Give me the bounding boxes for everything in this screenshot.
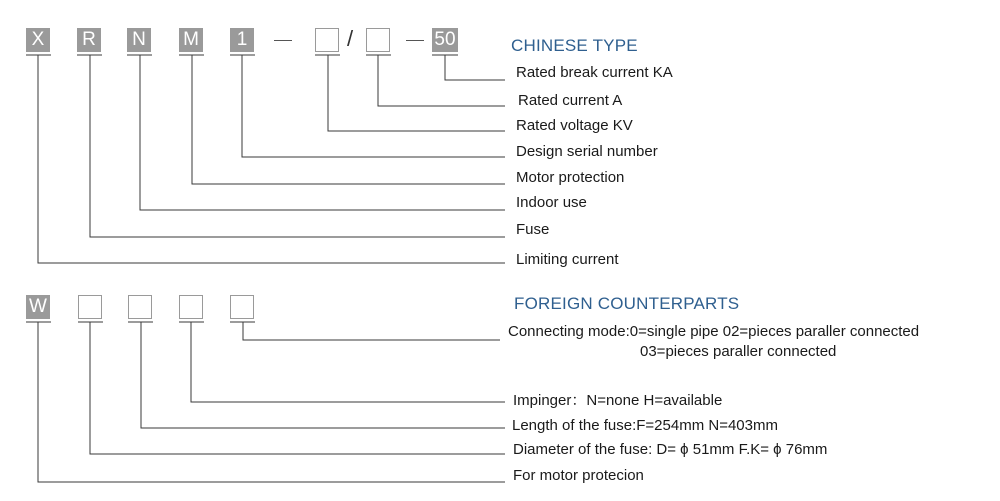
label-rated-current: Rated current A [518, 92, 623, 109]
code-box-x: X [26, 28, 50, 52]
label-rated-voltage: Rated voltage KV [516, 117, 633, 134]
label-design-serial-number: Design serial number [516, 143, 658, 160]
label-connecting-mode: Connecting mode:0=single pipe 02=pieces paraller connected [508, 323, 920, 340]
code-box-f3 [179, 295, 203, 319]
connector-n [140, 55, 505, 210]
code-box-m: M [179, 28, 203, 52]
connector-box-f2 [141, 322, 505, 428]
label-limiting-current: Limiting current [516, 251, 619, 268]
label-rated-break-current: Rated break current KA [516, 64, 673, 81]
label-connecting-mode-cont: 03=pieces paraller connected [640, 343, 837, 360]
connector-box-f3 [191, 322, 505, 402]
connector-box-a [328, 55, 505, 131]
code-box-voltage [315, 28, 339, 52]
code-box-50: 50 [432, 28, 458, 52]
label-indoor-use: Indoor use [516, 194, 587, 211]
code-box-f2 [128, 295, 152, 319]
label-fuse: Fuse [516, 221, 550, 238]
label-length-of-fuse: Length of the fuse:F=254mm N=403mm [512, 417, 778, 434]
connector-box-f4 [243, 322, 500, 340]
separator-dash-1 [274, 40, 292, 41]
code-box-n: N [127, 28, 151, 52]
label-motor-protection: Motor protection [516, 169, 625, 186]
label-diameter-of-fuse: Diameter of the fuse: D= ϕ 51mm F.K= ϕ 76mm [513, 441, 828, 458]
connector-box-f1 [90, 322, 505, 454]
code-box-f1 [78, 295, 102, 319]
foreign-counterparts-heading: FOREIGN COUNTERPARTS [514, 294, 740, 313]
chinese-type-heading: CHINESE TYPE [511, 36, 638, 55]
separator-dash-2 [406, 40, 424, 41]
code-box-w: W [26, 295, 50, 319]
separator-slash: / [347, 26, 354, 51]
connector-50 [445, 55, 505, 80]
code-box-f4 [230, 295, 254, 319]
label-for-motor-protection: For motor protecion [513, 467, 644, 484]
connector-x [38, 55, 505, 263]
code-box-1: 1 [230, 28, 254, 52]
label-impinger: Impinger：N=none H=available [513, 392, 723, 409]
connector-m [192, 55, 505, 184]
code-box-r: R [77, 28, 101, 52]
code-box-current [366, 28, 390, 52]
